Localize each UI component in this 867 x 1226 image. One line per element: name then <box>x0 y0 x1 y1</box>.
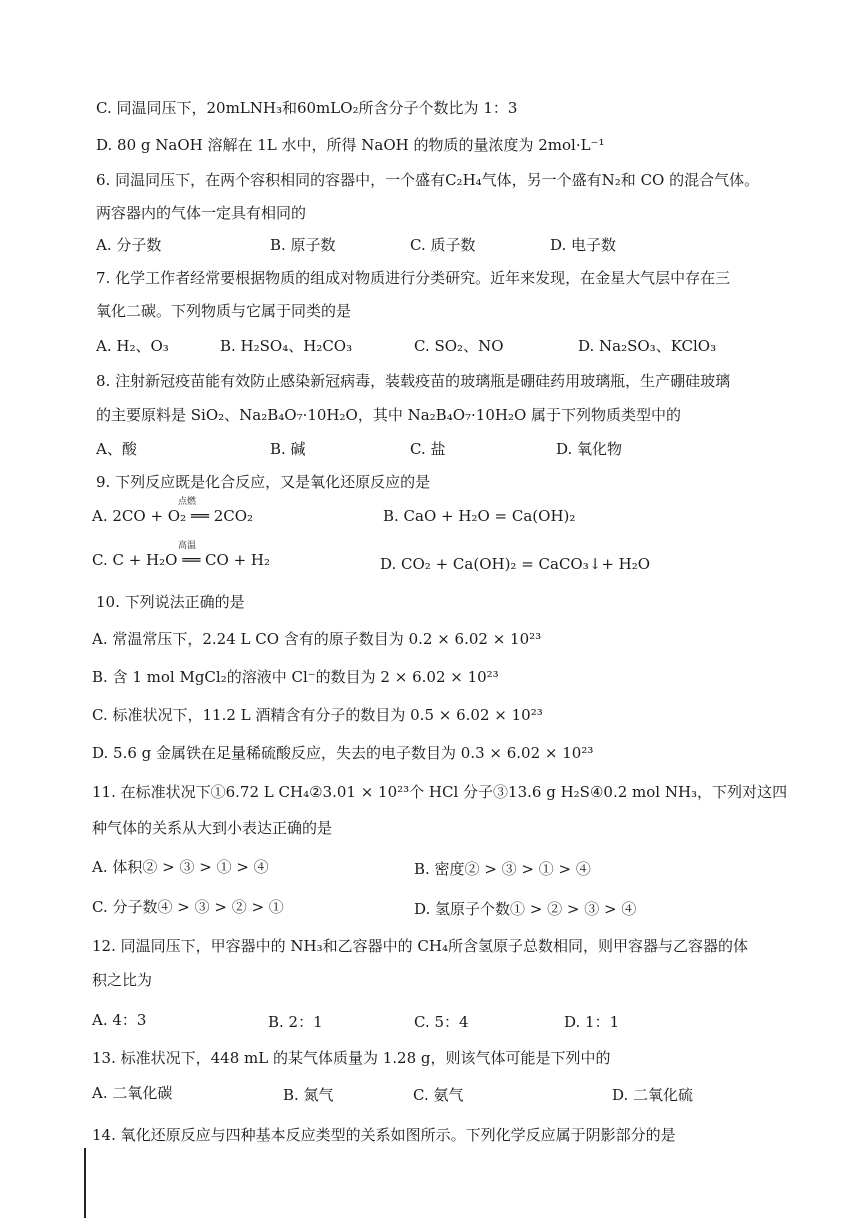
text-line-l3: 6. 同温同压下，在两个容积相同的容器中，一个盛有C₂H₄气体，另一个盛有N₂和 CO 的混合气体。 <box>96 171 760 189</box>
condition-ignite-label: 点燃 <box>178 497 197 507</box>
text-line-l26b: B. 2：1 <box>268 1013 323 1031</box>
text-line-l22b: B. 密度② > ③ > ① > ④ <box>414 860 591 878</box>
text-line-l22a: A. 体积② > ③ > ① > ④ <box>92 858 269 876</box>
text-line-l8b: B. H₂SO₄、H₂CO₃ <box>220 337 353 355</box>
text-line-l28c: C. 氨气 <box>413 1086 464 1104</box>
text-line-l13a: A. 2CO + O₂ ══ 2CO₂ <box>92 507 254 525</box>
text-line-l26a: A. 4：3 <box>92 1011 147 1029</box>
text-line-l6: 7. 化学工作者经常要根据物质的组成对物质进行分类研究。近年来发现，在金星大气层中存在三 <box>96 269 731 287</box>
text-line-l4: 两容器内的气体一定具有相同的 <box>96 204 307 222</box>
text-line-l17: B. 含 1 mol MgCl₂的溶液中 Cl⁻的数目为 2 × 6.02 × 10²³ <box>92 668 499 686</box>
text-line-l28a: A. 二氧化碳 <box>92 1084 173 1102</box>
text-line-l13b: B. CaO + H₂O = Ca(OH)₂ <box>383 507 576 525</box>
text-line-l16: A. 常温常压下，2.24 L CO 含有的原子数目为 0.2 × 6.02 × 10²³ <box>92 630 542 648</box>
text-line-l5a: A. 分子数 <box>96 236 162 254</box>
text-line-l8a: A. H₂、O₃ <box>96 337 169 355</box>
text-line-l28d: D. 二氧化硫 <box>612 1086 694 1104</box>
condition-high-temp-label: 高温 <box>178 541 197 551</box>
text-line-l15: 10. 下列说法正确的是 <box>96 593 245 611</box>
text-line-l18: C. 标准状况下，11.2 L 酒精含有分子的数目为 0.5 × 6.02 × 10²³ <box>92 706 543 724</box>
text-line-l27: 13. 标准状况下，448 mL 的某气体质量为 1.28 g，则该气体可能是下列中的 <box>92 1049 611 1067</box>
text-line-l26d: D. 1：1 <box>564 1013 620 1031</box>
text-line-l23b: D. 氢原子个数① > ② > ③ > ④ <box>414 900 637 918</box>
text-line-l14b: D. CO₂ + Ca(OH)₂ = CaCO₃↓+ H₂O <box>380 555 651 573</box>
binding-margin-line <box>84 1148 86 1218</box>
text-line-l21: 种气体的关系从大到小表达正确的是 <box>92 819 333 837</box>
text-line-l8c: C. SO₂、NO <box>414 337 504 355</box>
text-line-l29: 14. 氧化还原反应与四种基本反应类型的关系如图所示。下列化学反应属于阴影部分的是 <box>92 1126 676 1144</box>
text-line-l11c: C. 盐 <box>410 440 446 458</box>
text-line-l24: 12. 同温同压下，甲容器中的 NH₃和乙容器中的 CH₄所含氢原子总数相同，则甲容器与乙容器的体 <box>92 937 748 955</box>
text-line-l11a: A、酸 <box>96 440 137 458</box>
text-line-l2: D. 80 g NaOH 溶解在 1L 水中，所得 NaOH 的物质的量浓度为 2mol·L⁻¹ <box>96 136 605 154</box>
text-line-l19: D. 5.6 g 金属铁在足量稀硫酸反应，失去的电子数目为 0.3 × 6.02 × 10²³ <box>92 744 594 762</box>
text-line-l20: 11. 在标准状况下①6.72 L CH₄②3.01 × 10²³个 HCl 分子③13.6 g H₂S④0.2 mol NH₃，下列对这四 <box>92 783 788 801</box>
text-line-l26c: C. 5：4 <box>414 1013 469 1031</box>
text-line-l5c: C. 质子数 <box>410 236 476 254</box>
text-line-l12: 9. 下列反应既是化合反应，又是氧化还原反应的是 <box>96 473 431 491</box>
text-line-l8d: D. Na₂SO₃、KClO₃ <box>578 337 717 355</box>
text-line-l10: 的主要原料是 SiO₂、Na₂B₄O₇·10H₂O，其中 Na₂B₄O₇·10H₂O 属于下列物质类型中的 <box>96 406 682 424</box>
text-line-l9: 8. 注射新冠疫苗能有效防止感染新冠病毒，装载疫苗的玻璃瓶是硼硅药用玻璃瓶，生产硼硅玻璃 <box>96 372 731 390</box>
text-line-l11b: B. 碱 <box>270 440 306 458</box>
text-line-l7: 氧化二碳。下列物质与它属于同类的是 <box>96 302 352 320</box>
text-line-l23a: C. 分子数④ > ③ > ② > ① <box>92 898 284 916</box>
text-line-l5b: B. 原子数 <box>270 236 336 254</box>
text-line-l11d: D. 氧化物 <box>556 440 623 458</box>
text-line-l1: C. 同温同压下，20mLNH₃和60mLO₂所含分子个数比为 1：3 <box>96 99 518 117</box>
text-line-l5d: D. 电子数 <box>550 236 617 254</box>
text-line-l25: 积之比为 <box>92 971 153 989</box>
text-line-l28b: B. 氮气 <box>283 1086 334 1104</box>
text-line-l14a: C. C + H₂O ══ CO + H₂ <box>92 551 271 569</box>
